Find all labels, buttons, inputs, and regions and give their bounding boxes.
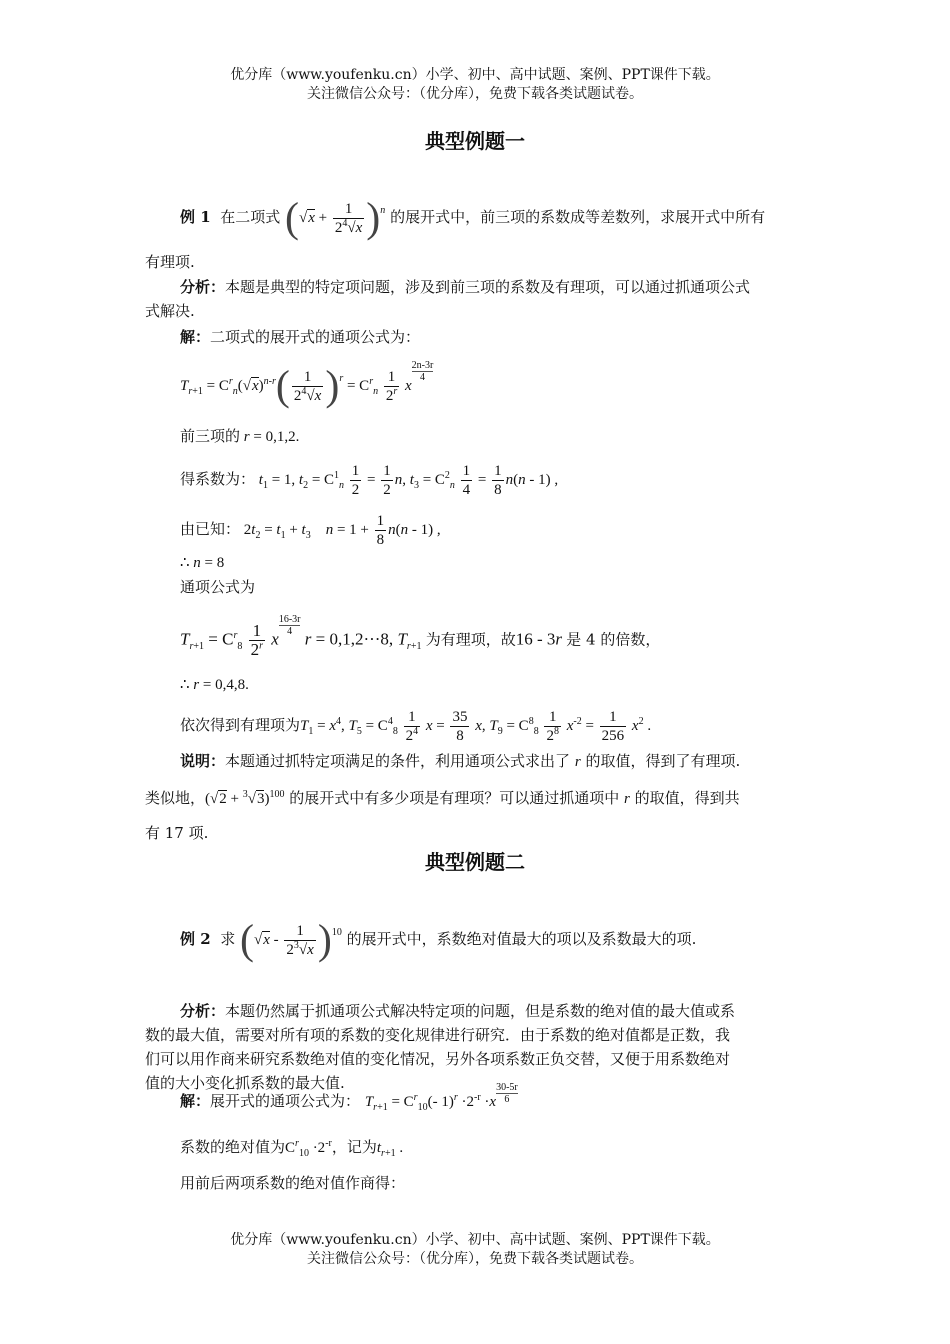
solution-2-line <box>180 1082 518 1113</box>
note-label: 说明： <box>180 752 226 770</box>
note-text-1b: 的取值，得到了有理项. <box>585 752 741 770</box>
rational-text: 为有理项，故 <box>425 630 516 649</box>
general-formula-label: 通项公式为 <box>180 578 256 596</box>
example-2-label: 例 2 <box>180 929 211 948</box>
footer-line-1: 优分库（www.youfenku.cn）小学、初中、高中试题、案例、PPT课件下载。 <box>230 1232 720 1248</box>
analysis-2-text-4: 值的大小变化抓系数的最大值. <box>145 1074 345 1092</box>
example-1-line <box>180 195 766 242</box>
general-term-n8: $T_{r+1} = C^r_8$ $\frac{1}{2^r}$ x $\frac{16-3r}{4}$ r = 0,1,2···8, $T_{r+1}$ 为有理项，故16 - 3r 是 4 的倍数， <box>180 614 661 659</box>
analysis-2-label: 分析： <box>180 1002 226 1020</box>
note-text-2b: 的展开式中有多少项是有理项？可以通过抓通项中 <box>289 789 620 807</box>
n-result-line: ∴ n = 8 <box>180 555 225 571</box>
coefficient-line: 得系数为： $t_1 = 1$, $t_2 = C^1_n$ $\frac{1}{2}$ = $\frac{1}{2}$ n, $t_3 = C^2_n$ $\frac{1}{4}$ = $\frac{1}{8}$ n(n - 1) , <box>180 463 559 498</box>
solution-1-label: 解： <box>180 328 211 346</box>
analysis-2-text-3: 们可以用作商来研究系数绝对值的变化情况，另外各项系数正负交替，又便于用系数绝对 <box>145 1050 731 1068</box>
example-2-line <box>180 917 697 964</box>
solution-1-text: 二项式的展开式的通项公式为： <box>210 328 421 346</box>
note-line-2: 类似地，$(√2 + ^3√3)^{100}$ 的展开式中有多少项是有理项？可以通过抓通项中 r 的取值，得到共 <box>145 789 740 807</box>
analysis-2-text-2: 数的最大值，需要对所有项的系数的变化规律进行研究．由于系数的绝对值都是正数，我 <box>145 1026 731 1044</box>
section-2-title: 典型例题二 <box>425 850 525 874</box>
known-label: 由已知： <box>180 519 241 538</box>
note-line-1: 说明：本题通过抓特定项满足的条件，利用通项公式求出了 r 的取值，得到了有理项. <box>180 752 741 770</box>
header-line-1: 优分库（www.youfenku.cn）小学、初中、高中试题、案例、PPT课件下载。 <box>230 67 720 83</box>
header-line-2: 关注微信公众号：（优分库），免费下载各类试题试卷。 <box>307 86 643 102</box>
r-values-line: ∴ r = 0,4,8. <box>180 677 249 693</box>
example-2-pre: 求 <box>220 929 236 948</box>
solution-2-label: 解： <box>180 1092 211 1110</box>
analysis-1-line <box>180 276 750 298</box>
solution-1-line <box>180 326 420 348</box>
analysis-1-cont: 式解决. <box>145 302 195 320</box>
example-1-binomial: (√x + $\frac{1}{2^4√x}$ )$^n$ <box>285 195 386 242</box>
rational-terms-line: 依次得到有理项为$T_1 = x^4$, $T_5 = C^4_8$ $\frac{1}{2^4}$ x = $\frac{35}{8}$ x, $T_9 = C^8_8$ $\frac{1}{2^8}$ $x^{-2}$ = $\frac{1}{256}$ $x^2$ . <box>180 709 652 744</box>
coefficient-label: 得系数为： <box>180 469 256 488</box>
first-three-text: 前三项的 <box>180 427 241 445</box>
solution-2-text: 展开式的通项公式为： <box>210 1092 361 1110</box>
section-1-title: 典型例题一 <box>425 129 525 153</box>
note-text-1: 本题通过抓特定项满足的条件，利用通项公式求出了 <box>225 752 571 770</box>
example-2-post: 的展开式中，系数绝对值最大的项以及系数最大的项. <box>346 929 697 948</box>
general-term-ex2: $T_{r+1} = C^r_{10}(-$ $1)^r \cdot 2^{-r} \cdot x$ $\frac{30-5r}{6}$ <box>364 1082 518 1113</box>
analysis-2-line <box>180 1000 735 1022</box>
therefore-symbol: ∴ <box>180 555 190 571</box>
analysis-1-label: 分析： <box>180 278 226 296</box>
example-2-binomial: (√x - $\frac{1}{2^3√x}$ )$^{10}$ <box>240 917 342 964</box>
footer-line-2: 关注微信公众号：（优分库），免费下载各类试题试卷。 <box>307 1251 643 1267</box>
example-1-cont: 有理项. <box>145 253 195 271</box>
analysis-2-text-1: 本题仍然属于抓通项公式解决特定项的问题，但是系数的绝对值的最大值或系 <box>225 1002 736 1020</box>
note-line-3: 有 17 项. <box>145 824 209 842</box>
multiple-text: 是 4 的倍数， <box>566 630 661 649</box>
example-1-label: 例 1 <box>180 207 211 226</box>
note-text-2c: 的取值，得到共 <box>634 789 740 807</box>
abs-coef-line: 系数的绝对值为$C^r_{10} \cdot 2^{-r}$，记为$t_{r+1}$ . <box>180 1138 404 1159</box>
known-line: 由已知： $2t_2 = t_1 + t_3$ n = 1 + $\frac{1}{8}$ n(n - 1) , <box>180 513 441 548</box>
abs-coef-mid: ，记为 <box>331 1138 377 1156</box>
general-term-formula: $T_{r+1} = C^r_n(√x)^{n-r}$( $\frac{1}{2^4√x}$ )$^r = C^r_n$ $\frac{1}{2^r}$ x $\frac{2n-3r}{4}$ <box>180 360 434 410</box>
first-three-line: 前三项的 r = 0,1,2. <box>180 427 300 445</box>
abs-coef-label: 系数的绝对值为 <box>180 1138 286 1156</box>
quotient-line: 用前后两项系数的绝对值作商得： <box>180 1174 406 1192</box>
example-1-pre: 在二项式 <box>220 207 281 226</box>
example-1-post: 的展开式中，前三项的系数成等差数列，求展开式中所有 <box>390 207 766 226</box>
rational-terms-label: 依次得到有理项为 <box>180 715 301 734</box>
analysis-1-text: 本题是典型的特定项问题，涉及到前三项的系数及有理项，可以通过抓通项公式 <box>225 278 751 296</box>
note-text-2a: 类似地， <box>145 789 206 807</box>
